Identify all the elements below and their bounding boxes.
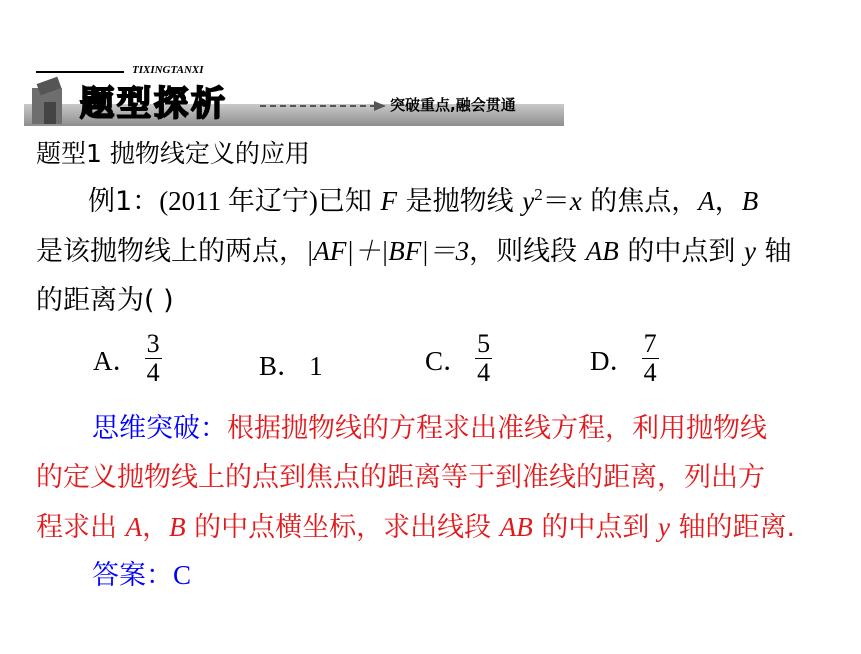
example-label: 例1：: [88, 186, 160, 217]
comma: ，: [714, 186, 742, 217]
example-text: 的焦点，: [590, 186, 699, 217]
example-line-2: [36, 234, 792, 269]
answer-line: [92, 558, 191, 593]
analysis-text: 的中点到: [532, 512, 658, 543]
example-text: 的中点到: [627, 236, 736, 267]
option-letter: B．: [259, 351, 305, 381]
math-x: x: [569, 186, 582, 216]
analysis-text: 根据抛物线的方程求出准线方程，利用抛物线: [227, 413, 767, 444]
header-slogan: 突破重点,融会贯通: [390, 96, 516, 114]
math-exponent: 2: [534, 185, 543, 204]
example-source: (2011 年辽宁): [159, 186, 318, 216]
comma: ，: [142, 512, 170, 543]
math-A: A: [698, 186, 715, 216]
math-AB: AB: [585, 236, 619, 266]
fraction-numerator: 7: [643, 329, 657, 358]
math-B: B: [169, 512, 186, 542]
answer-value: C: [173, 560, 192, 590]
example-text: 轴: [764, 236, 792, 267]
math-equals: ＝: [542, 186, 570, 216]
math-y: y: [522, 186, 535, 216]
math-y: y: [743, 236, 756, 266]
option-fraction: [145, 330, 162, 387]
option-c: [425, 330, 492, 387]
example-line-1: [88, 184, 758, 219]
math-y: y: [657, 512, 670, 542]
analysis-label: 思维突破：: [92, 413, 227, 444]
example-line-3: 的距离为( ): [36, 285, 174, 316]
header-pinyin: TIXINGTANXI: [132, 64, 204, 76]
analysis-text: 程求出: [36, 512, 126, 543]
math-B: B: [741, 186, 759, 216]
section-title: 题型1 抛物线定义的应用: [36, 139, 310, 168]
option-a: [93, 330, 162, 387]
fraction-numerator: 3: [146, 329, 160, 358]
analysis-line-2: 的定义抛物线上的点到焦点的距离等于到准线的距离，列出方: [36, 462, 765, 493]
option-fraction: [642, 330, 659, 387]
math-F: F: [380, 186, 398, 216]
example-text: 已知: [317, 186, 372, 217]
analysis-line-1: [92, 412, 767, 446]
option-b: [259, 344, 323, 383]
math-abs-expression: |AF|＋|BF|＝3: [306, 236, 470, 266]
example-text: 是该抛物线上的两点，: [36, 236, 306, 267]
option-letter: A．: [93, 346, 140, 376]
option-letter: C．: [425, 346, 471, 376]
option-value: 1: [309, 351, 323, 381]
analysis-line-3: [36, 510, 795, 545]
option-d: [590, 330, 659, 387]
fraction-denominator: 4: [643, 358, 657, 387]
option-letter: D．: [590, 346, 637, 376]
example-text: ，则线段: [469, 236, 578, 267]
math-A: A: [125, 512, 143, 542]
example-text: 是抛物线: [405, 186, 514, 217]
fraction-numerator: 5: [477, 329, 491, 358]
analysis-text: 轴的距离.: [669, 512, 796, 543]
telescope-icon: [32, 77, 62, 124]
analysis-text: 的中点横坐标，求出线段: [185, 512, 500, 543]
fraction-denominator: 4: [477, 358, 491, 387]
math-AB: AB: [499, 512, 533, 542]
header-banner: [24, 62, 564, 130]
fraction-denominator: 4: [146, 358, 160, 387]
option-fraction: [475, 330, 492, 387]
answer-label: 答案：: [92, 560, 173, 591]
header-title: 题型探析: [80, 84, 228, 124]
